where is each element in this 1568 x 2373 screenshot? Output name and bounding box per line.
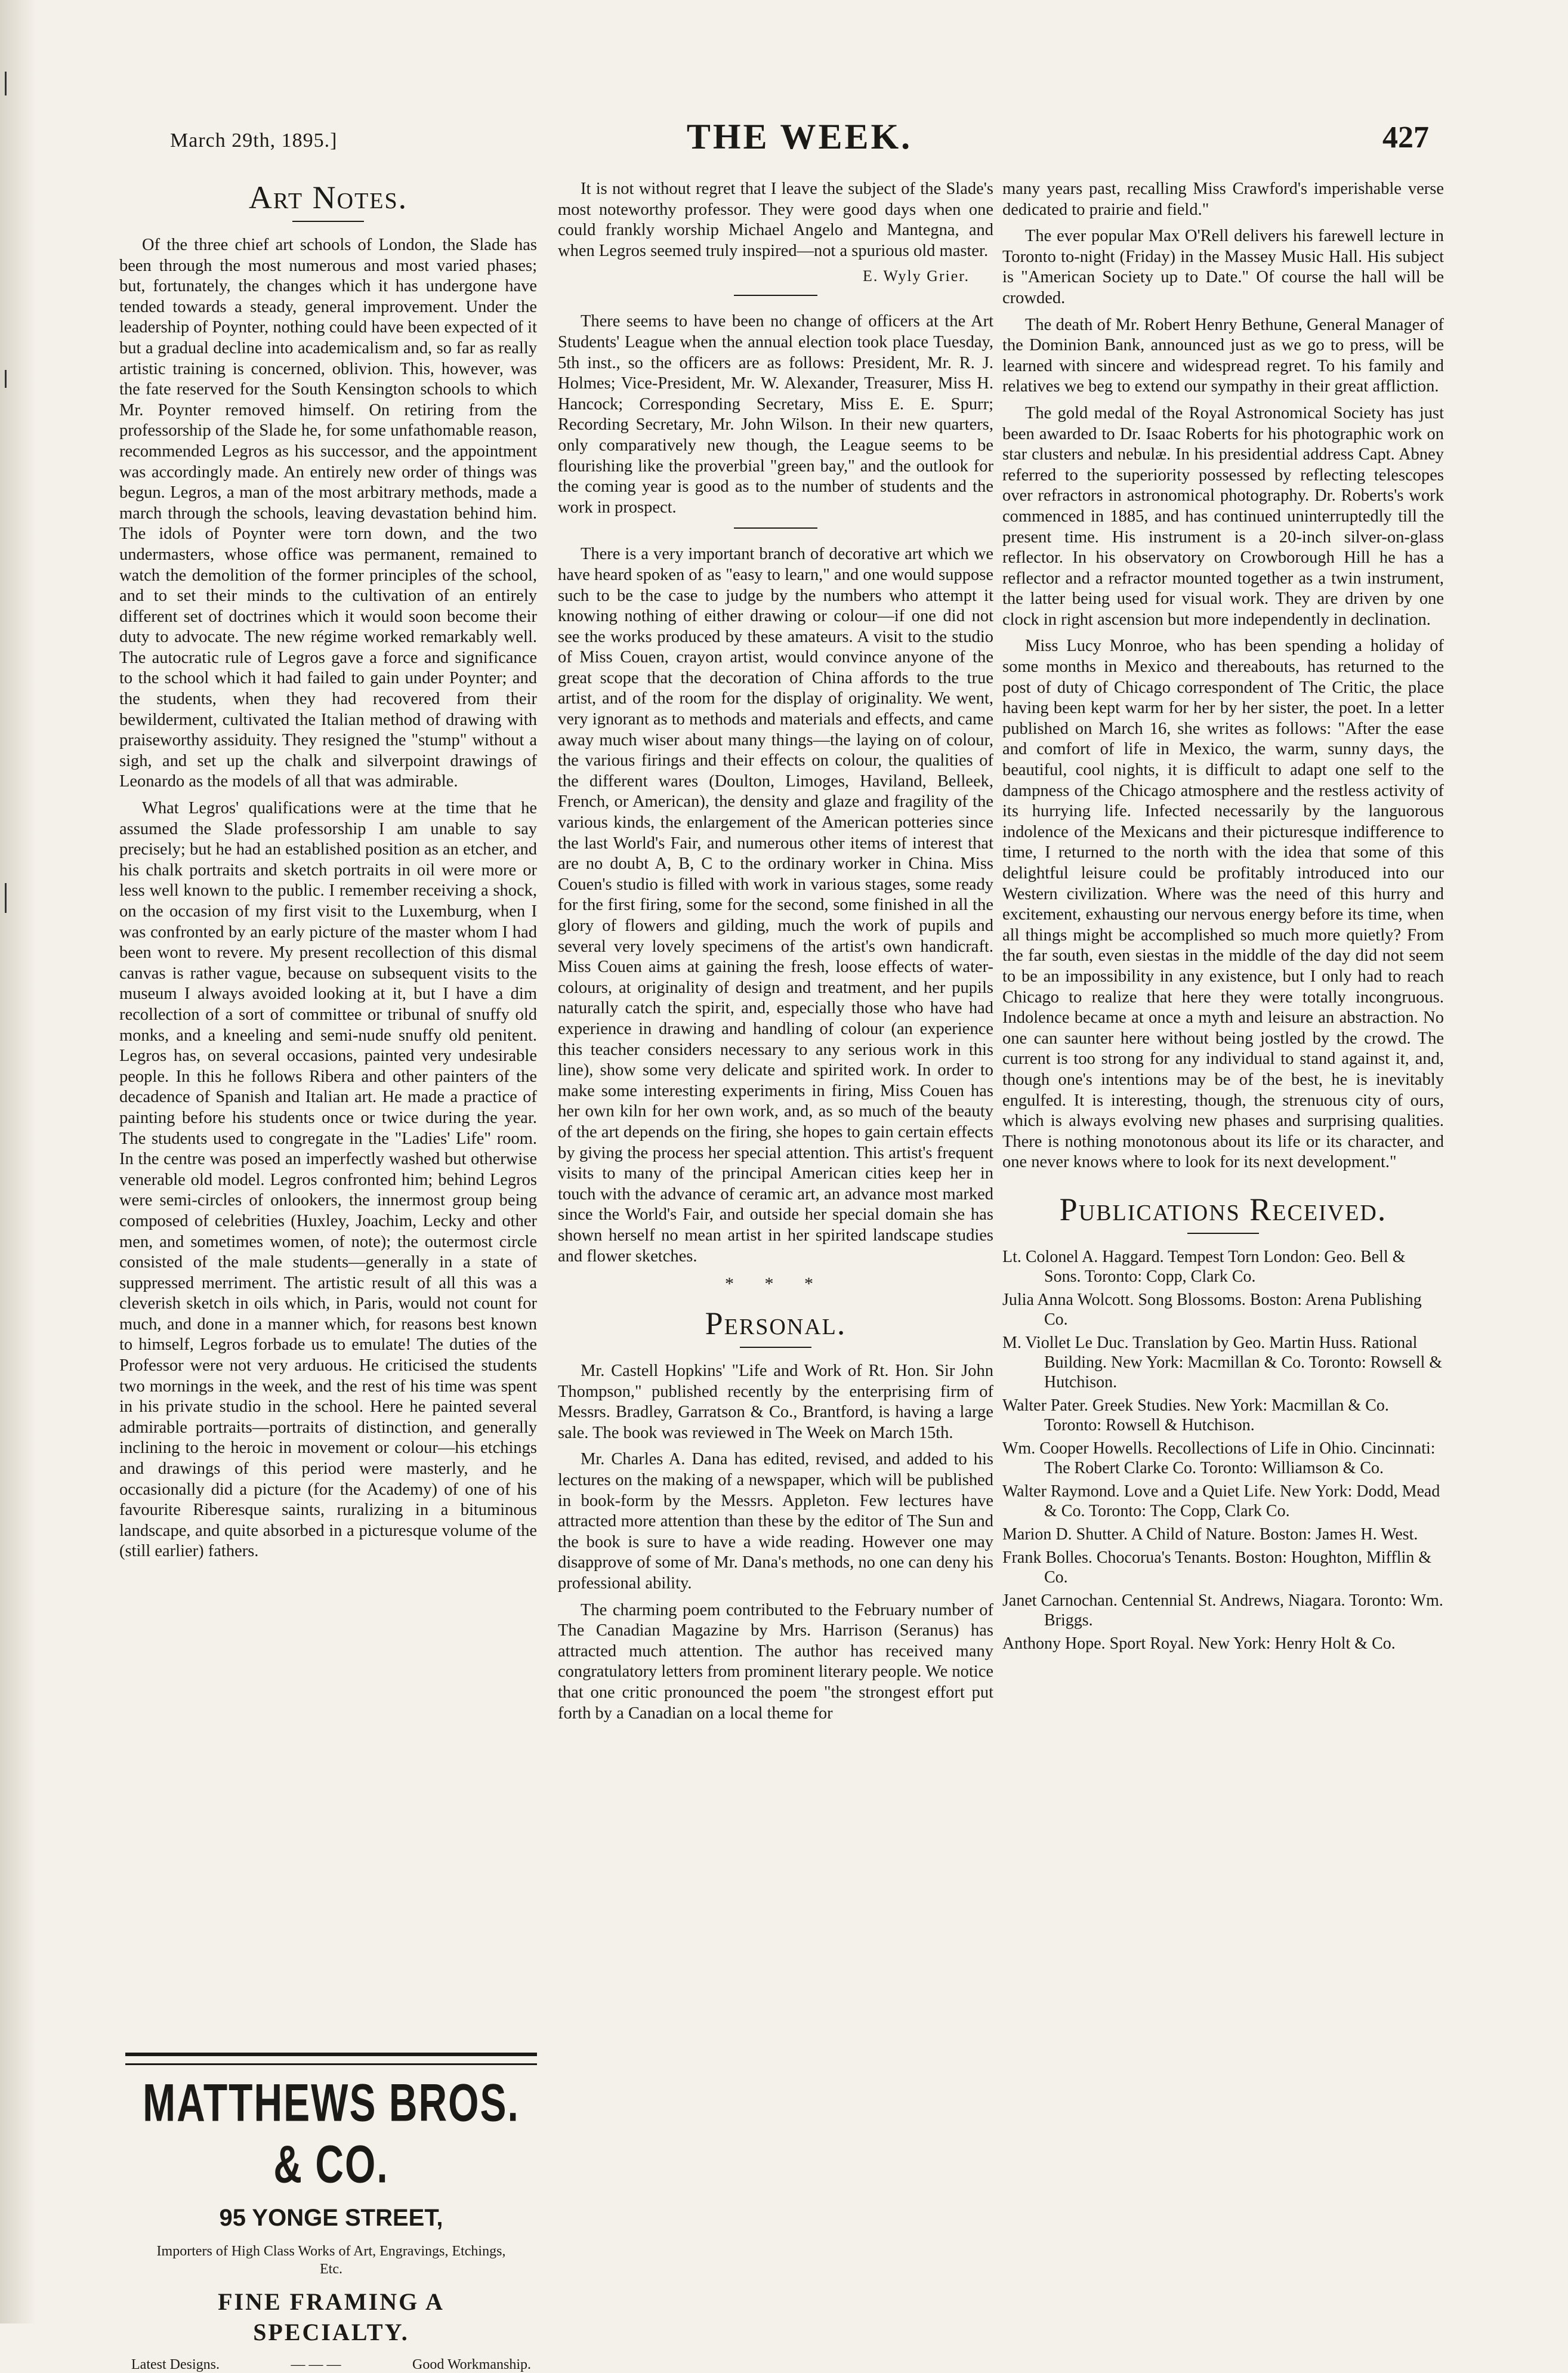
- publication-item: Janet Carnochan. Centennial St. Andrews, Niagara. Toronto: Wm. Briggs.: [1002, 1591, 1443, 1630]
- column-1: [119, 179, 537, 1568]
- ad-footer: [125, 2357, 537, 2373]
- column-2: [558, 179, 993, 1730]
- publication-item: M. Viollet Le Duc. Translation by Geo. Martin Huss. Rational Building. New York: Macmillan & Co. Toronto: Rowsell & Hutchison.: [1002, 1333, 1443, 1391]
- publication-item: Walter Pater. Greek Studies. New York: Macmillan & Co. Toronto: Rowsell & Hutchison.: [1002, 1396, 1389, 1434]
- personal-paragraph: Mr. Charles A. Dana has edited, revised, and added to his lectures on the making of a newspaper, which will be published in book-form by the Messrs. Appleton. Few lectures have attracted more attention than these by the editor of The Sun and the book is sure to have a wide reading. However one may disapprove of some of Mr. Dana's methods, no one can deny his professional ability.: [558, 1450, 993, 1593]
- publication-item: Wm. Cooper Howells. Recollections of Life in Ohio. Cincinnati: The Robert Clarke Co. Toronto: Williamson & Co.: [1002, 1439, 1436, 1477]
- section-stars: * * *: [725, 1274, 826, 1294]
- personal-title: Personal.: [705, 1306, 847, 1342]
- page-header: [170, 116, 1429, 164]
- ad-good-workmanship: Good Workmanship.: [412, 2357, 531, 2372]
- ad-latest-designs: Latest Designs.: [131, 2357, 220, 2372]
- page-edge-shadow: [0, 0, 36, 2323]
- publications-title: Publications Received.: [1059, 1191, 1387, 1227]
- personal-paragraph: The gold medal of the Royal Astronomical Society has just been awarded to Dr. Isaac Roberts for his photographic work on star clusters and nebulæ. In his presidential address Capt. Abney referred to the superiority possessed by reflecting telescopes over refractors in astronomical photography. Dr. Roberts's work commenced in 1885, and has continued uninterruptedly till the present time. His instrument is a 20-inch silver-on-glass reflector. In his observatory on Crowborough Hill he has a reflector and a refractor mounted together as a twin instrument, the latter being used for visual work. They are driven by one clock in right ascension but more independently in declination.: [1002, 403, 1444, 629]
- section-rule: [734, 527, 817, 529]
- binding-mark: [5, 370, 7, 388]
- signature: E. Wyly Grier.: [862, 267, 970, 285]
- art-notes-paragraph: What Legros' qualifications were at the time that he assumed the Slade professorship I am unable to say precisely; but he had an established position as an etcher, and his chalk portraits and sketch portraits in oil were more or less well known to the public. I remember receiving a shock, on the occasion of my first visit to the Luxemburg, when I was confronted by an early picture of the master whom I had been wont to revere. My present recollection of this dismal canvas is rather vague, because on subsequent visits to the museum I always avoided looking at it, but I have a dim recollection of a sort of committee or tribunal of snuffy old monks, and a kneeling and semi-nude snuffy old penitent. Legros has, on several occasions, painted very undesirable people. In this he follows Ribera and other painters of the decadence of Spanish and Italian art. He made a practice of painting before his students once or twice during the year. The students used to congregate in the "Ladies' Life" room. In the centre was posed an imperfectly washed but otherwise venerable old model. Legros confronted him; behind Legros were semi-circles of onlookers, the innermost group being composed of celebrities (Huxley, Joachim, Lecky and other men, and sometimes women, of note); the outermost circle consisted of the male students—generally in a state of suppressed merriment. The artistic result of all this was a cleverish sketch in oils which, in Paris, would not count for much, and done in a manner which, for reasons best known to himself, Legros forbade us to emulate! The duties of the Professor were not very arduous. He criticised the students two mornings in the week, and the rest of his time was spent in his private studio in the school. Here he painted several admirable portraits—portraits of distinction, and generally inclining to the heroic in movement or colour—his etchings and drawings of this period were masterly, and he occasionally did a picture (for the Academy) of one of his favourite Riberesque saints, ruralizing in a bituminous landscape, and quite absorbed in a picturesque volume of the (still earlier) fathers.: [119, 799, 537, 1561]
- publication-item: Frank Bolles. Chocorua's Tenants. Boston: Houghton, Mifflin & Co.: [1002, 1548, 1432, 1587]
- personal-paragraph: The death of Mr. Robert Henry Bethune, General Manager of the Dominion Bank, announced just as we go to press, will be learned with sincere and widespread regret. To his family and relatives we beg to extend our sympathy in their great affliction.: [1002, 315, 1444, 396]
- publication-item: Julia Anna Wolcott. Song Blossoms. Boston: Arena Publishing Co.: [1002, 1290, 1422, 1329]
- personal-paragraph: The ever popular Max O'Rell delivers his farewell lecture in Toronto to-night (Friday) in the Massey Music Hall. His subject is "American Society up to Date." Of course the hall will be crowded.: [1002, 227, 1444, 307]
- personal-paragraph: Mr. Castell Hopkins' "Life and Work of Rt. Hon. Sir John Thompson," published recently by the enterprising firm of Messrs. Bradley, Garratson & Co., Brantford, is having a large sale. The book was reviewed in The Week on March 15th.: [558, 1362, 993, 1442]
- publication-item: Anthony Hope. Sport Royal. New York: Henry Holt & Co.: [1002, 1634, 1396, 1653]
- publication-item: Marion D. Shutter. A Child of Nature. Boston: James H. West.: [1002, 1525, 1418, 1544]
- publication-title: THE WEEK.: [686, 117, 913, 156]
- page-number: 427: [1382, 121, 1429, 155]
- ad-line-1: FINE FRAMING A: [218, 2288, 445, 2315]
- ad-company-name: MATTHEWS BROS. & CO.: [143, 2072, 520, 2194]
- title-rule: [1187, 1233, 1259, 1234]
- personal-paragraph: many years past, recalling Miss Crawford's imperishable verse dedicated to prairie and field.": [1002, 180, 1444, 219]
- art-notes-paragraph: There seems to have been no change of officers at the Art Students' League when the annual election took place Tuesday, 5th inst., so the officers are as follows: President, Mr. R. J. Holmes; Vice-President, Mr. W. Alexander, Treasurer, Miss H. Hancock; Corresponding Secretary, Miss E. E. Spurr; Recording Secretary, Mr. John Wilson. In their new quarters, only comparatively new though, the League seems to be flourishing like the proverbial "green bay," and the outlook for the coming year is good as to the number of students and the work in prospect.: [558, 312, 993, 517]
- ad-address: 95 YONGE STREET,: [219, 2205, 443, 2231]
- art-notes-title: Art Notes.: [248, 180, 408, 215]
- column-3: [1002, 179, 1444, 1657]
- issue-date: March 29th, 1895.]: [170, 129, 338, 152]
- art-notes-paragraph: Of the three chief art schools of London, the Slade has been through the most numerous and most varied phases; but, fortunately, the changes which it has undergone have tended towards a steady, general improvement. Under the leadership of Poynter, nothing could have been expected of it but a gradual decline into academicalism and, so far as really artistic training is concerned, oblivion. This, however, was the fate reserved for the South Kensington schools to which Mr. Poynter removed himself. On retiring from the professorship of the Slade he, for some unfathomable reason, recommended Legros as his successor, and the appointment was accordingly made. An entirely new order of things was begun. Legros, a man of the most arbitrary methods, made a march through the schools, leaving devastation behind him. The idols of Poynter were torn down, and the two undermasters, whose office was permanent, remained to watch the demolition of the former principles of the school, and to set their minds to the cultivation of an entirely different set of doctrines which it would soon become their duty to advocate. The new régime worked remarkably well. The autocratic rule of Legros gave a force and significance to the school which it had failed to gain under Poynter; and the students, when they had recovered from their bewilderment, cultivated the Italian method of drawing with praiseworthy assiduity. They resigned the "stump" without a sigh, and set up the chalk and silverpoint drawings of Leonardo as the models of all that was admirable.: [119, 236, 537, 791]
- ad-line-2: SPECIALTY.: [253, 2319, 409, 2346]
- advertisement: [125, 2053, 537, 2373]
- binding-mark: [5, 72, 7, 95]
- title-rule: [292, 221, 364, 222]
- publications-list: [1002, 1247, 1444, 1653]
- art-notes-continued: It is not without regret that I leave the subject of the Slade's most noteworthy professor. They were good days when one could frankly worship Michael Angelo and Mantegna, and when Legros seemed truly inspired—not a spurious old master.: [558, 180, 993, 260]
- ad-importers: Importers of High Class Works of Art, Engravings, Etchings, Etc.: [156, 2244, 506, 2277]
- section-rule: [734, 295, 817, 296]
- art-notes-paragraph: There is a very important branch of decorative art which we have heard spoken of as "easy to learn," and one would suppose such to be the case to judge by the numbers who attempt it knowing nothing of either drawing or colour—if one did not see the works produced by these amateurs. A visit to the studio of Miss Couen, crayon artist, would convince anyone of the great scope that the decoration of China affords to the true artist, and of the room for the display of originality. We went, very ignorant as to methods and materials and effects, and came away much wiser about many things—the laying on of colour, the various firings and their effects on colour, the qualities of the different wares (Doulton, Limoges, Haviland, Belleek, French, or American), the density and glaze and fragility of the various kinds, the enlargement of the American potteries since the last World's Fair, and numerous other items of interest that are no doubt A, B, C to the ordinary worker in China. Miss Couen's studio is filled with work in various stages, some ready for the first firing, some for the second, some finished in all the glory of flowers and gilding, much the work of pupils and several very lovely specimens of the artist's own handicraft. Miss Couen aims at gaining the fresh, loose effects of water-colours, at originality of design and treatment, and her pupils naturally catch the spirit, and, especially those who have had experience in drawing and handling of colour (an experience this teacher considers necessary to any serious work in this line), show some very delicate and spirited work. In order to make some interesting experiments in firing, Miss Couen has her own kiln for her own work, and, as so much of the beauty of the art depends on the firing, she hopes to gain certain effects by giving the process her special attention. This artist's frequent visits to many of the principal American cities keep her in touch with the advance of ceramic art, an advance most marked since the World's Fair, and outside her special domain she has shown herself no mean artist in her spirited landscape studies and flower sketches.: [558, 545, 993, 1266]
- publication-item: Lt. Colonel A. Haggard. Tempest Torn London: Geo. Bell & Sons. Toronto: Copp, Clark Co.: [1002, 1247, 1406, 1286]
- binding-mark: [5, 883, 7, 913]
- ad-rule: [125, 2053, 537, 2065]
- ad-dash: — — —: [291, 2357, 341, 2372]
- title-rule: [740, 1347, 811, 1348]
- personal-paragraph: The charming poem contributed to the February number of The Canadian Magazine by Mrs. Harrison (Seranus) has attracted much attention. The author has received many congratulatory letters from prominent literary people. We notice that one critic pronounced the poem "the strongest effort put forth by a Canadian on a local theme for: [558, 1600, 994, 1723]
- publication-item: Walter Raymond. Love and a Quiet Life. New York: Dodd, Mead & Co. Toronto: The Copp, Clark Co.: [1002, 1482, 1440, 1520]
- personal-paragraph: Miss Lucy Monroe, who has been spending a holiday of some months in Mexico and thereabouts, has returned to the post of duty of Chicago correspondent of The Critic, the place having been kept warm for her by her sister, the poet. In a letter published on March 16, she writes as follows: "After the ease and comfort of life in Mexico, the warm, sunny days, the beautiful, cool nights, it is difficult to adapt one self to the dampness of the Chicago atmosphere and the restless activity of its hurrying life. Infected necessarily by the languorous indolence of the Mexicans and their picturesque indifference to time, I returned to the north with the idea that some of this delightful leisure could be profitably introduced into our Western civilization. Where was the need of this hurry and excitement, exhausting our nervous energy before its time, when all things might be accomplished so much more quietly? From the far south, even siestas in the middle of the day did not seem to be an impossibility in any existence, but I only had to reach Chicago to realize that here they were totally incongruous. Indolence became at once a myth and leisure an abstraction. No one can saunter here without being jostled by the crowd. The current is too strong for any individual to stand against it, and, though one's intentions may be of the best, he is inevitably engulfed. It is interesting, though, the strenuous city of ours, which is always evolving new phases and surprising qualities. There is nothing monotonous about its life or its character, and one never knows where to look for its next development.": [1002, 637, 1444, 1172]
